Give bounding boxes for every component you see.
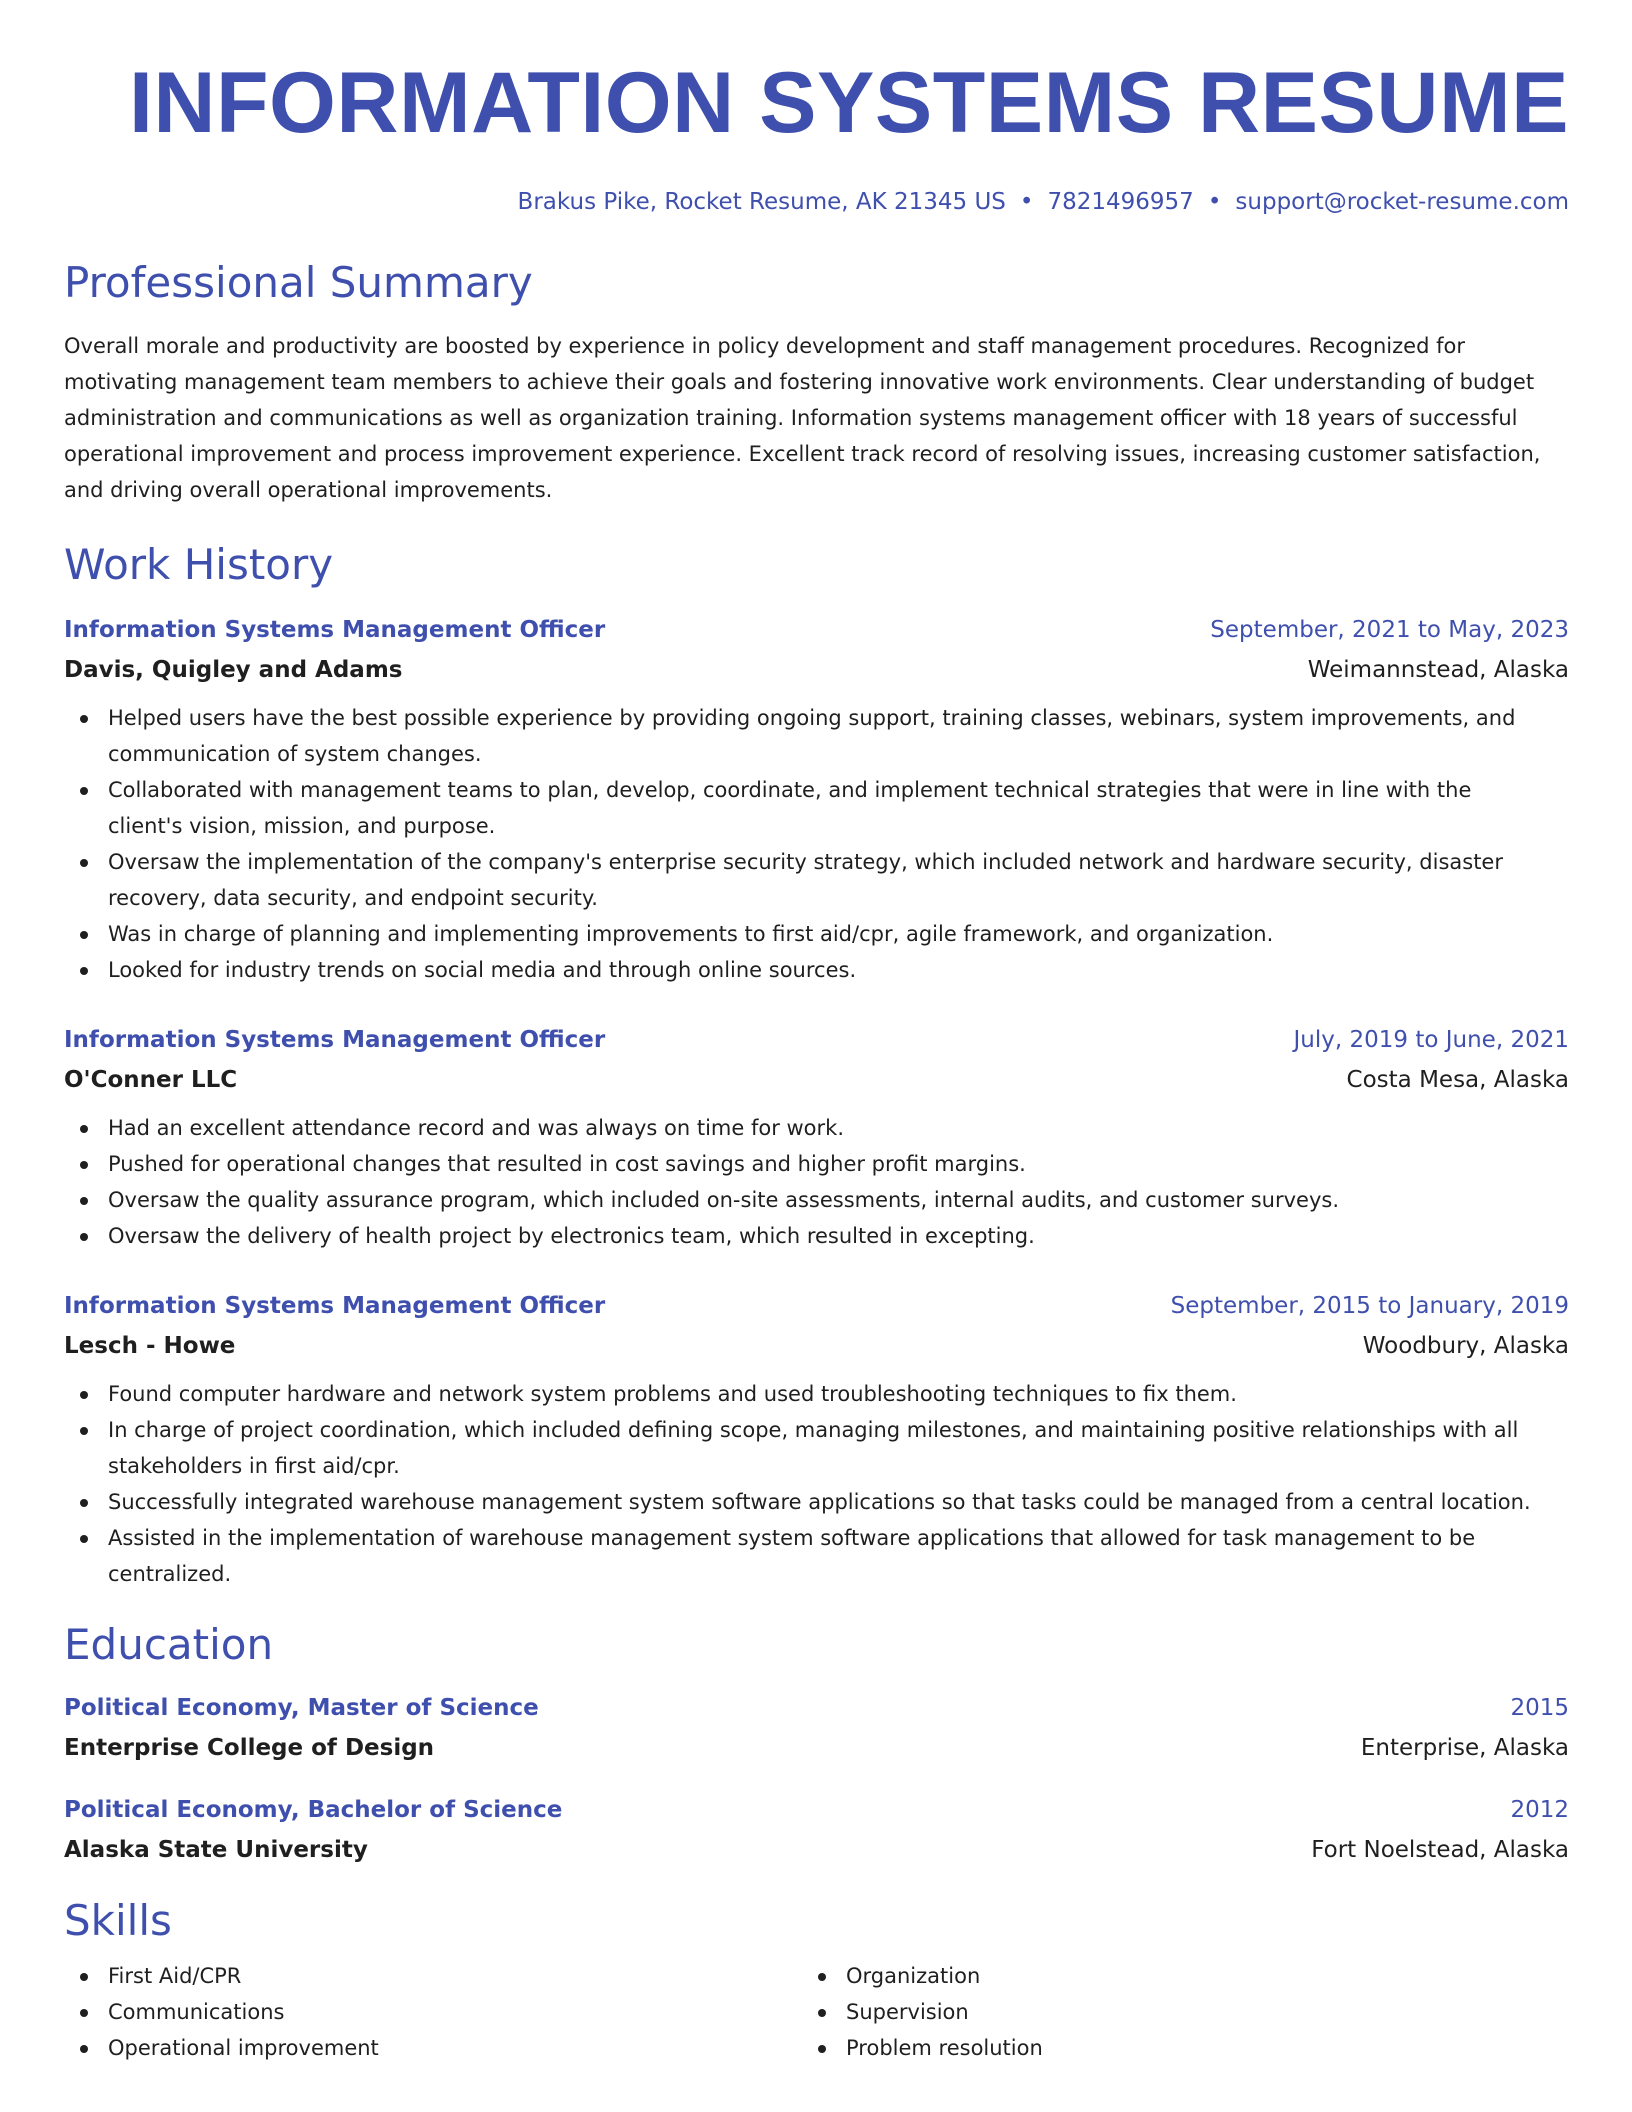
education-year: 2012 xyxy=(1510,1797,1569,1823)
section-heading-skills: Skills xyxy=(64,1896,172,1945)
contact-address: Brakus Pike, Rocket Resume, AK 21345 US xyxy=(517,189,1006,215)
job-bullet: Successfully integrated warehouse management system software applications so that tasks could be managed from a central location. xyxy=(64,1484,1569,1520)
job-title: Information Systems Management Officer xyxy=(64,1027,606,1053)
skills-grid xyxy=(64,1958,1569,2066)
skill-item: Supervision xyxy=(802,1994,1540,2030)
education-school: Enterprise College of Design xyxy=(64,1735,435,1761)
job-bullet-list xyxy=(64,1110,1569,1254)
job-bullet: Oversaw the quality assurance program, which included on-site assessments, internal audits, and customer surveys. xyxy=(64,1182,1569,1218)
job-bullet: In charge of project coordination, which included defining scope, managing milestones, and maintaining positive relationships with all stakeholders in first aid/cpr. xyxy=(64,1412,1569,1484)
job-company: Lesch - Howe xyxy=(64,1333,236,1359)
education-location: Fort Noelstead, Alaska xyxy=(1311,1837,1569,1863)
job-dates: September, 2015 to January, 2019 xyxy=(1170,1293,1569,1319)
job-location: Woodbury, Alaska xyxy=(1362,1333,1569,1359)
section-heading-education: Education xyxy=(64,1620,274,1669)
job-title: Information Systems Management Officer xyxy=(64,1293,606,1319)
skills-section xyxy=(64,1896,1569,2066)
education-location: Enterprise, Alaska xyxy=(1360,1735,1569,1761)
job-bullet: Helped users have the best possible experience by providing ongoing support, training classes, webinars, system improvements, and communication of system changes. xyxy=(64,700,1569,772)
skills-list-right xyxy=(802,1958,1540,2066)
education-school: Alaska State University xyxy=(64,1837,368,1863)
contact-line xyxy=(64,186,1569,218)
education-degree: Political Economy, Bachelor of Science xyxy=(64,1797,563,1823)
job-bullet: Had an excellent attendance record and was always on time for work. xyxy=(64,1110,1569,1146)
job-bullet: Pushed for operational changes that resulted in cost savings and higher profit margins. xyxy=(64,1146,1569,1182)
job-bullet: Collaborated with management teams to plan, develop, coordinate, and implement technical strategies that were in line with the client's vision, mission, and purpose. xyxy=(64,772,1569,844)
job-entry xyxy=(64,1288,1569,1592)
skills-list-left xyxy=(64,1958,802,2066)
job-location: Costa Mesa, Alaska xyxy=(1346,1067,1569,1093)
skill-item: First Aid/CPR xyxy=(64,1958,802,1994)
skill-item: Organization xyxy=(802,1958,1540,1994)
work-history-section xyxy=(64,540,1569,1592)
section-heading-summary: Professional Summary xyxy=(64,258,533,307)
job-company: O'Conner LLC xyxy=(64,1067,238,1093)
section-heading-work: Work History xyxy=(64,540,334,589)
summary-section xyxy=(64,258,1569,508)
job-entry xyxy=(64,1022,1569,1254)
contact-phone[interactable]: 7821496957 xyxy=(1047,189,1194,215)
skill-item: Problem resolution xyxy=(802,2030,1540,2066)
education-entry xyxy=(64,1690,1569,1766)
education-section xyxy=(64,1620,1569,1868)
summary-text: Overall morale and productivity are boosted by experience in policy development and staff management procedures. Recognized for motivating management team members to achieve their goals and fostering innovative work environments. Clear understanding of budget administration and communications as well as organization training. Information systems management officer with 18 years of successful operational improvement and process improvement experience. Excellent track record of resolving issues, increasing customer satisfaction, and driving overall operational improvements. xyxy=(64,334,1541,502)
job-title: Information Systems Management Officer xyxy=(64,617,606,643)
job-bullet: Found computer hardware and network system problems and used troubleshooting techniques to fix them. xyxy=(64,1376,1569,1412)
education-degree: Political Economy, Master of Science xyxy=(64,1695,539,1721)
job-entry xyxy=(64,612,1569,988)
education-entry xyxy=(64,1792,1569,1868)
contact-separator: • xyxy=(1019,189,1034,215)
skill-item: Operational improvement xyxy=(64,2030,802,2066)
contact-email[interactable]: support@rocket-resume.com xyxy=(1235,189,1569,215)
skill-item: Communications xyxy=(64,1994,802,2030)
education-year: 2015 xyxy=(1510,1695,1569,1721)
resume-title: INFORMATION SYSTEMS RESUME xyxy=(128,55,1569,151)
job-bullet: Assisted in the implementation of warehouse management system software applications that allowed for task management to be centralized. xyxy=(64,1520,1569,1592)
job-dates: July, 2019 to June, 2021 xyxy=(1293,1027,1569,1053)
job-bullet: Oversaw the implementation of the company's enterprise security strategy, which included network and hardware security, disaster recovery, data security, and endpoint security. xyxy=(64,844,1569,916)
job-bullet: Was in charge of planning and implementing improvements to first aid/cpr, agile framework, and organization. xyxy=(64,916,1569,952)
job-location: Weimannstead, Alaska xyxy=(1307,657,1569,683)
job-bullet: Oversaw the delivery of health project by electronics team, which resulted in excepting. xyxy=(64,1218,1569,1254)
job-bullet: Looked for industry trends on social media and through online sources. xyxy=(64,952,1569,988)
contact-separator: • xyxy=(1207,189,1222,215)
job-dates: September, 2021 to May, 2023 xyxy=(1210,617,1569,643)
job-bullet-list xyxy=(64,1376,1569,1592)
job-bullet-list xyxy=(64,700,1569,988)
job-company: Davis, Quigley and Adams xyxy=(64,657,403,683)
